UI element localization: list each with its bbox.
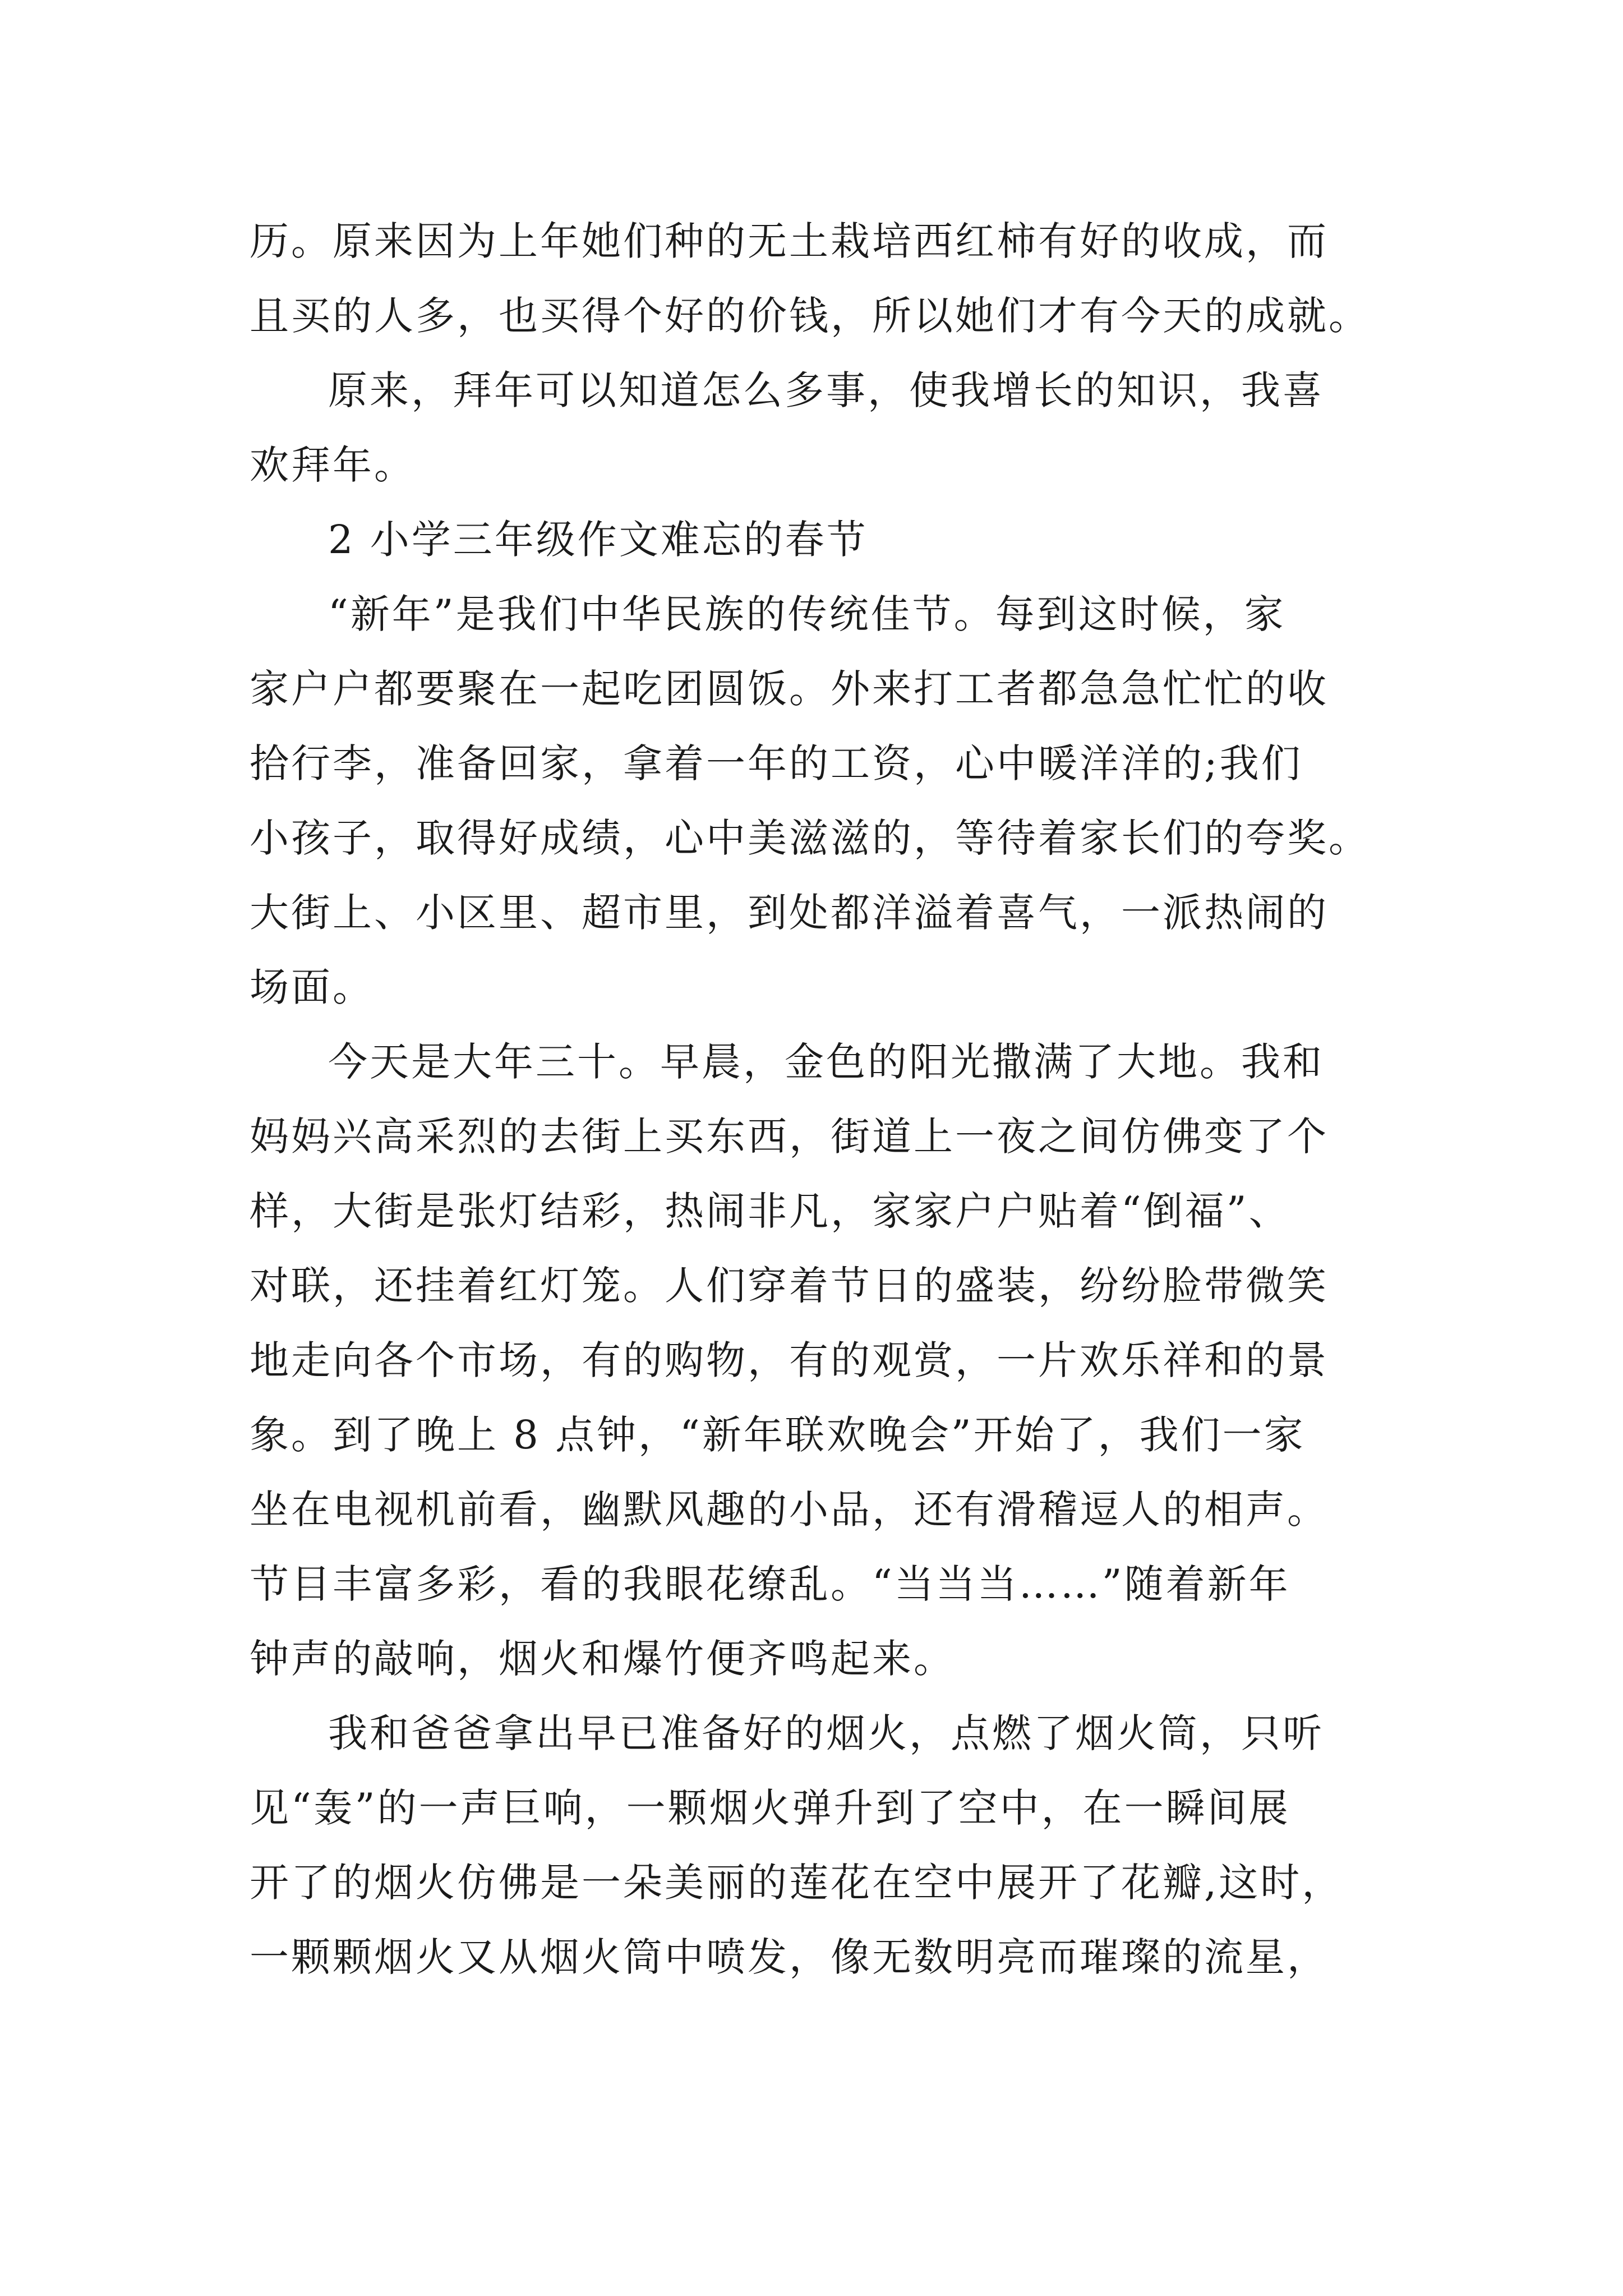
paragraph-4-line-5: 地走向各个市场，有的购物，有的观赏，一片欢乐祥和的景 — [250, 1337, 1329, 1383]
paragraph-4-line-8: 节目丰富多彩，看的我眼花缭乱。“当当当……”随着新年 — [250, 1561, 1290, 1607]
paragraph-5-line-3: 开了的烟火仿佛是一朵美丽的莲花在空中展开了花瓣,这时， — [250, 1860, 1344, 1906]
paragraph-5-line-2: 见“轰”的一声巨响，一颗烟火弹升到了空中，在一瞬间展 — [250, 1785, 1290, 1831]
paragraph-3-line-3: 拾行李，准备回家，拿着一年的工资，心中暖洋洋的;我们 — [250, 740, 1303, 786]
paragraph-1-line-1: 历。原来因为上年她们种的无土栽培西红柿有好的收成，而 — [250, 218, 1329, 264]
paragraph-4-line-6: 象。到了晚上 8 点钟，“新年联欢晚会”开始了，我们一家 — [250, 1412, 1306, 1458]
paragraph-4-line-4: 对联，还挂着红灯笼。人们穿着节日的盛装，纷纷脸带微笑 — [250, 1263, 1329, 1309]
paragraph-3-line-4: 小孩子，取得好成绩，心中美滋滋的，等待着家长们的夸奖。 — [250, 815, 1370, 861]
paragraph-4-line-9: 钟声的敲响，烟火和爆竹便齐鸣起来。 — [250, 1636, 955, 1682]
essay-heading: 2 小学三年级作文难忘的春节 — [328, 517, 868, 563]
paragraph-3-line-5: 大街上、小区里、超市里，到处都洋溢着喜气，一派热闹的 — [250, 890, 1329, 936]
paragraph-3-line-2: 家户户都要聚在一起吃团圆饭。外来打工者都急急忙忙的收 — [250, 666, 1329, 712]
paragraph-4-line-2: 妈妈兴高采烈的去街上买东西，街道上一夜之间仿佛变了个 — [250, 1114, 1329, 1159]
paragraph-4-line-7: 坐在电视机前看，幽默风趣的小品，还有滑稽逗人的相声。 — [250, 1487, 1329, 1533]
paragraph-2-line-1: 原来，拜年可以知道怎么多事，使我增长的知识，我喜 — [328, 367, 1324, 413]
paragraph-3-line-6: 场面。 — [250, 964, 374, 1010]
paragraph-4-line-3: 样，大街是张灯结彩，热闹非凡，家家户户贴着“倒福”、 — [250, 1188, 1290, 1234]
paragraph-3-line-1: “新年”是我们中华民族的传统佳节。每到这时候，家 — [328, 591, 1286, 637]
paragraph-4-line-1: 今天是大年三十。早晨，金色的阳光撒满了大地。我和 — [328, 1039, 1324, 1085]
paragraph-5-line-1: 我和爸爸拿出早已准备好的烟火，点燃了烟火筒，只听 — [328, 1710, 1324, 1756]
paragraph-1-line-2: 且买的人多，也买得个好的价钱，所以她们才有今天的成就。 — [250, 293, 1370, 339]
paragraph-2-line-2: 欢拜年。 — [250, 442, 416, 488]
paragraph-5-line-4: 一颗颗烟火又从烟火筒中喷发，像无数明亮而璀璨的流星， — [250, 1934, 1329, 1980]
